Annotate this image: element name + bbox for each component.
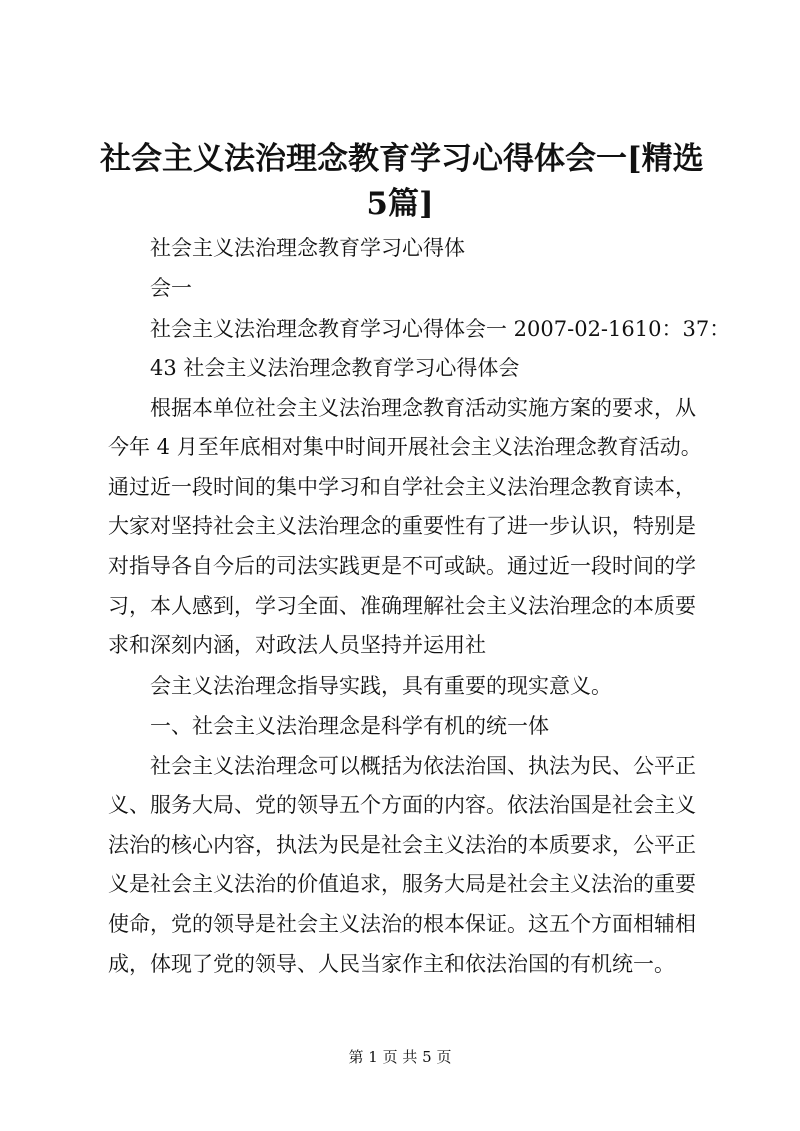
body-line: 社会主义法治理念教育学习心得体 [150, 236, 465, 260]
body-line: 义是社会主义法治的价值追求，服务大局是社会主义法治的重要 [108, 872, 696, 896]
body-line: 社会主义法治理念教育学习心得体会一 2007-02-1610：37： [150, 317, 731, 341]
body-line: 对指导各自今后的司法实践更是不可或缺。通过近一段时间的学 [108, 554, 696, 578]
body-line: 使命，党的领导是社会主义法治的根本保证。这五个方面相辅相 [108, 912, 696, 936]
body-line: 法治的核心内容，执法为民是社会主义法治的本质要求，公平正 [108, 833, 696, 857]
body-line: 社会主义法治理念可以概括为依法治国、执法为民、公平正 [150, 754, 696, 778]
body-line: 根据本单位社会主义法治理念教育活动实施方案的要求，从 [150, 396, 696, 420]
body-line: 会主义法治理念指导实践，具有重要的现实意义。 [150, 674, 612, 698]
body-line: 习，本人感到，学习全面、准确理解社会主义法治理念的本质要 [108, 594, 696, 618]
body-line: 义、服务大局、党的领导五个方面的内容。依法治国是社会主义 [108, 793, 696, 817]
page-footer: 第 1 页 共 5 页 [348, 1048, 452, 1066]
body-line: 43 社会主义法治理念教育学习心得体会 [150, 356, 520, 380]
document-title-line-1: 社会主义法治理念教育学习心得体会一[精选 [100, 141, 704, 177]
document-title-line-2: 5篇] [366, 186, 434, 222]
body-line: 通过近一段时间的集中学习和自学社会主义法治理念教育读本， [108, 475, 696, 499]
body-line: 会一 [150, 276, 192, 300]
body-line: 求和深刻内涵，对政法人员坚持并运用社 [108, 633, 486, 657]
body-line: 成，体现了党的领导、人民当家作主和依法治国的有机统一。 [108, 952, 675, 976]
body-line: 大家对坚持社会主义法治理念的重要性有了进一步认识，特别是 [108, 514, 696, 538]
body-line: 今年 4 月至年底相对集中时间开展社会主义法治理念教育活动。 [108, 435, 702, 459]
section-heading: 一、社会主义法治理念是科学有机的统一体 [150, 714, 549, 738]
